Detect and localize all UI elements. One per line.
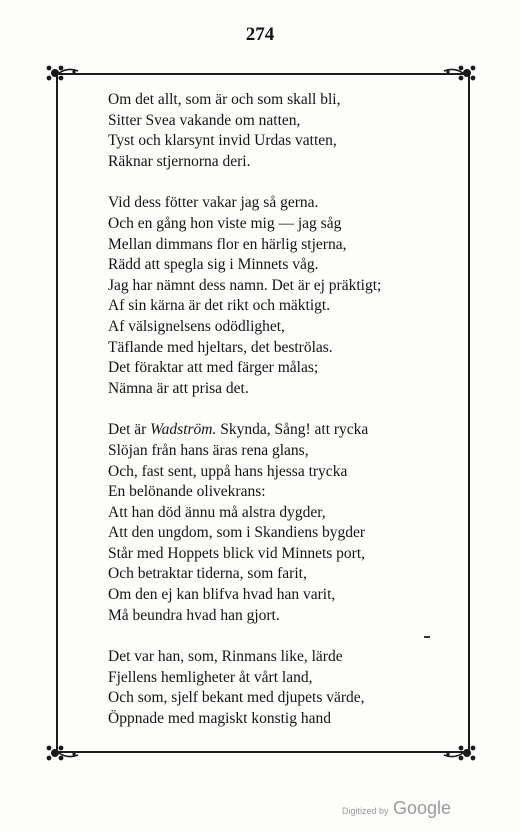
poem-text (108, 90, 448, 751)
corner-ornament-top-right-icon (442, 62, 478, 84)
stanza (108, 193, 448, 399)
verse-line: Räknar stjernorna deri. (108, 152, 251, 170)
digitization-watermark (342, 798, 451, 819)
verse-line: Och en gång hon viste mig — jag såg (108, 214, 342, 232)
verse-line: Sitter Svea vakande om natten, (108, 111, 301, 129)
stanza (108, 647, 448, 729)
verse-line: Det föraktar att med färger målas; (108, 359, 319, 377)
corner-ornament-top-left-icon (44, 62, 80, 84)
stanza (108, 420, 448, 626)
verse-line: Om den ej kan blifva hvad han varit, (108, 586, 336, 604)
verse-text: Det är (108, 421, 151, 439)
verse-line: Att han död ännu må alstra dygder, (108, 503, 326, 521)
ink-speck (424, 636, 430, 638)
verse-line: Vid dess fötter vakar jag så gerna. (108, 194, 319, 212)
verse-line: Står med Hoppets blick vid Minnets port, (108, 544, 366, 562)
corner-ornament-bottom-left-icon (44, 742, 80, 764)
verse-line: Af välsignelsens odödlighet, (108, 317, 285, 335)
verse-line: Och betraktar tiderna, som farit, (108, 565, 307, 583)
verse-line: En belönande olivekrans: (108, 483, 266, 501)
verse-line: Om det allt, som är och som skall bli, (108, 91, 341, 108)
watermark-brand: Google (392, 798, 452, 818)
verse-line (108, 420, 448, 441)
name-wadstrom: Wadström. (150, 421, 217, 439)
verse-line: Det var han, som, Rinmans like, lärde (108, 648, 343, 666)
verse-line: Och som, sjelf bekant med djupets värde, (108, 689, 365, 707)
verse-line: Af sin kärna är det rikt och mäktigt. (108, 297, 331, 315)
verse-line: Fjellens hemligheter åt vårt land, (108, 668, 313, 686)
page-number: 274 (245, 24, 275, 45)
verse-line: Nämna är att prisa det. (108, 379, 249, 397)
verse-line: Mellan dimmans flor en härlig stjerna, (108, 235, 347, 253)
verse-line: Och, fast sent, uppå hans hjessa trycka (108, 462, 348, 480)
watermark-prefix: Digitized by (342, 806, 389, 816)
verse-line: Öppnade med magiskt konstig hand (108, 710, 331, 728)
verse-text: Skynda, Sång! att rycka (216, 421, 369, 439)
verse-line: Jag har nämnt dess namn. Det är ej präktigt; (108, 276, 382, 294)
verse-line: Täflande med hjeltars, det beströlas. (108, 338, 333, 356)
verse-line: Att den ungdom, som i Skandiens bygder (108, 524, 366, 542)
stanza (108, 90, 448, 172)
verse-line: Tyst och klarsynt invid Urdas vatten, (108, 132, 337, 150)
verse-line: Rädd att spegla sig i Minnets våg. (108, 256, 319, 274)
verse-line: Må beundra hvad han gjort. (108, 606, 280, 624)
verse-line: Slöjan från hans äras rena glans, (108, 441, 309, 459)
